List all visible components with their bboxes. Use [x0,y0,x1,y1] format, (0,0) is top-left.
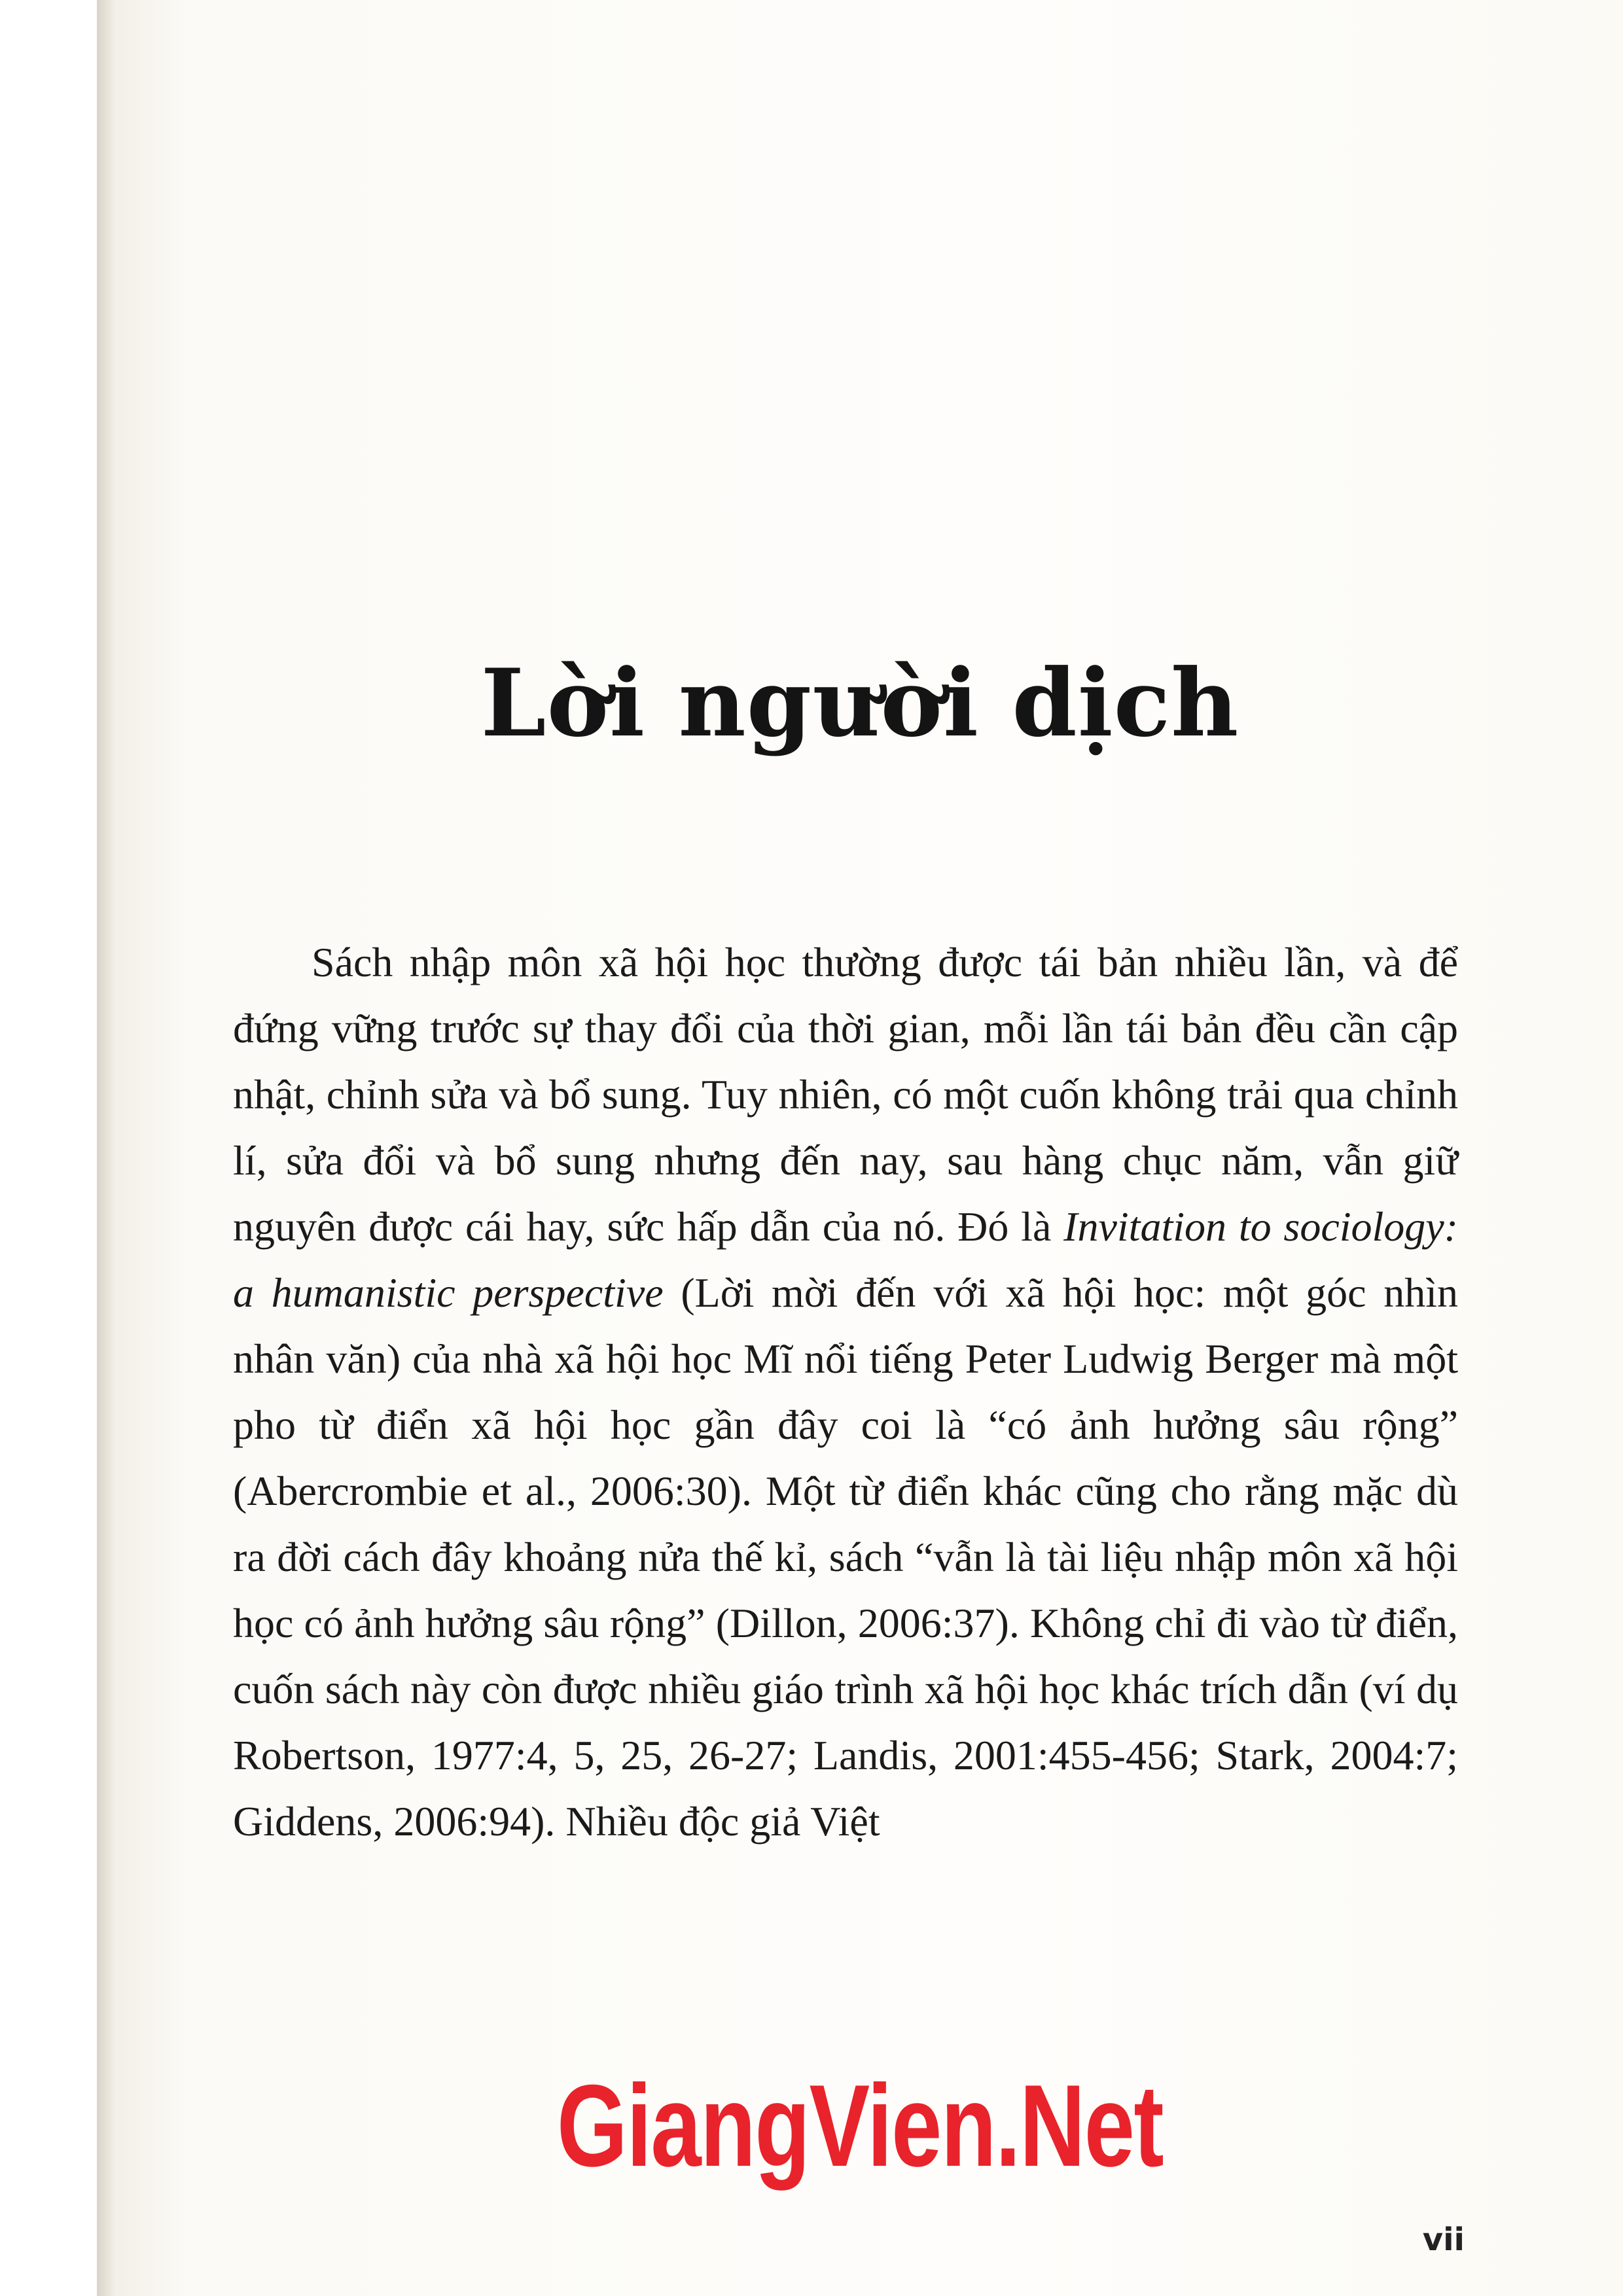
binding-shadow [97,0,115,2296]
watermark-logo: GiangVien.Net [556,2060,1164,2191]
page-number: vii [1422,2221,1465,2258]
body-paragraph [233,929,1458,1854]
paragraph-start: Sách nhập môn xã hội học thường được tái bản nhiều lần, và để đứng vững trước sự thay đổi của thời gian, mỗi lần tái bản đều cần cập nhật, chỉnh sửa và bổ sung. Tuy nhiên, có một cuốn không trải qua chỉnh lí, sửa đổi và bổ sung nhưng đến nay, sau hàng chục năm, vẫn giữ nguyên được cái hay, sức hấp dẫn của nó. Đó là [233,939,1458,1250]
book-page [97,0,1623,2296]
book-title-italic: Invitation to sociology: a humanistic perspective [233,1203,1458,1316]
page-title: Lời người dịch [480,649,1240,758]
paragraph-end: (Lời mời đến với xã hội học: một góc nhìn nhân văn) của nhà xã hội học Mĩ nổi tiếng Peter Ludwig Berger mà một pho từ điển xã hội học gần đây coi là “có ảnh hưởng sâu rộng” (Abercrombie et al., 2006:30). Một từ điển khác cũng cho rằng mặc dù ra đời cách đây khoảng nửa thế kỉ, sách “vẫn là tài liệu nhập môn xã hội học có ảnh hưởng sâu rộng” (Dillon, 2006:37). Không chỉ đi vào từ điển, cuốn sách này còn được nhiều giáo trình xã hội học khác trích dẫn (ví dụ Robertson, 1977:4, 5, 25, 26-27; Landis, 2001:455-456; Stark, 2004:7; Giddens, 2006:94). Nhiều độc giả Việt [233,1269,1459,1845]
